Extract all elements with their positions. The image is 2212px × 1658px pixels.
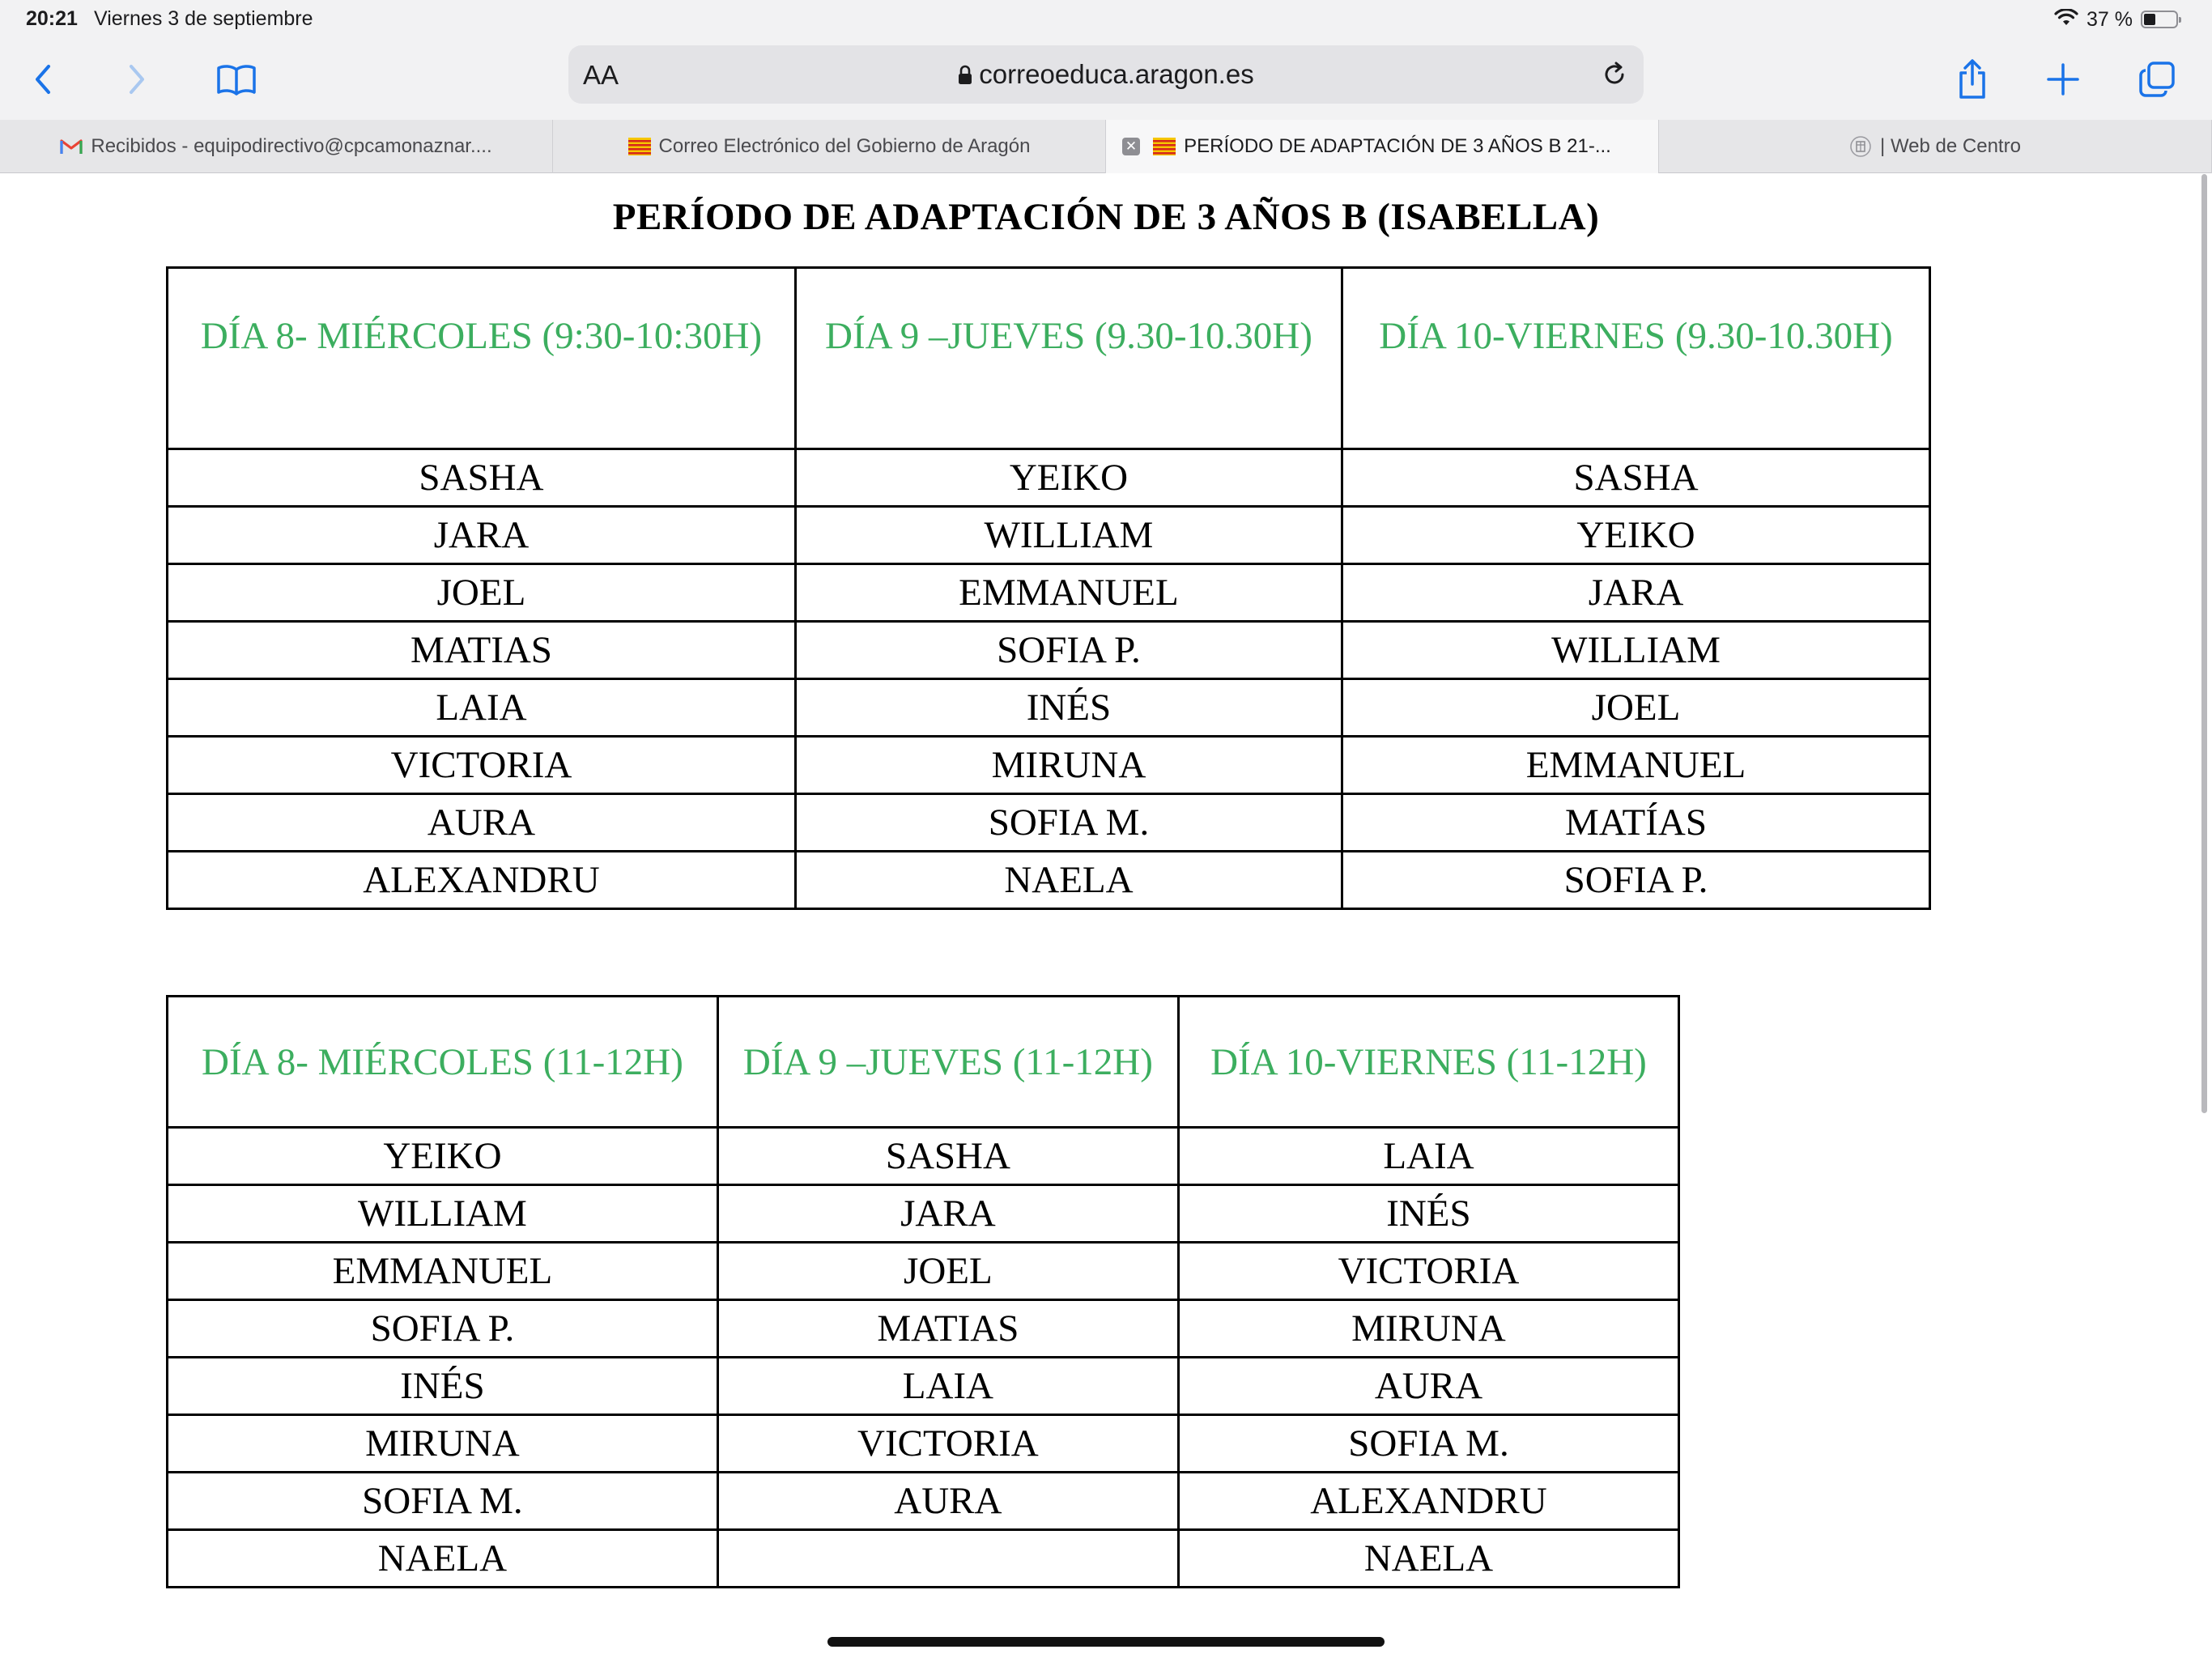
student-name-cell: MATIAS: [168, 622, 796, 679]
student-name-cell: JARA: [1342, 564, 1930, 622]
student-name-cell: JARA: [168, 507, 796, 564]
header-day-9: DÍA 9 –JUEVES (11-12H): [717, 997, 1178, 1128]
table-row: [168, 852, 1930, 909]
student-name-cell: MIRUNA: [168, 1415, 718, 1473]
status-bar: [0, 0, 2212, 39]
web-content: [0, 174, 2212, 1658]
bookmarks-icon[interactable]: [211, 53, 262, 105]
home-indicator[interactable]: [827, 1637, 1385, 1647]
table-row: [168, 1473, 1679, 1530]
tab-bar: [0, 120, 2212, 173]
tab-label: Recibidos - equipodirectivo@cpcamonaznar....: [91, 135, 492, 157]
status-indicators: [2054, 6, 2178, 32]
student-name-cell: ALEXANDRU: [168, 852, 796, 909]
table-header-row: [168, 268, 1930, 449]
table-row: [168, 449, 1930, 507]
status-time: 20:21: [26, 7, 78, 30]
table-row: [168, 1243, 1679, 1300]
student-name-cell: MIRUNA: [795, 737, 1342, 794]
back-icon[interactable]: [18, 53, 70, 105]
share-icon[interactable]: [1946, 53, 1998, 105]
student-name-cell: SOFIA M.: [168, 1473, 718, 1530]
student-name-cell: AURA: [1178, 1358, 1678, 1415]
aragon-flag-icon: [628, 138, 651, 155]
student-name-cell: MIRUNA: [1178, 1300, 1678, 1358]
student-name-cell: [717, 1530, 1178, 1588]
student-name-cell: EMMANUEL: [795, 564, 1342, 622]
forward-icon[interactable]: [110, 53, 162, 105]
aragon-flag-icon: [1153, 138, 1176, 155]
student-name-cell: LAIA: [717, 1358, 1178, 1415]
student-name-cell: INÉS: [168, 1358, 718, 1415]
header-day-9: DÍA 9 –JUEVES (9.30-10.30H): [795, 268, 1342, 449]
table-row: [168, 1530, 1679, 1588]
tab-label: | Web de Centro: [1880, 135, 2021, 157]
status-date: Viernes 3 de septiembre: [94, 7, 313, 30]
document-title: PERÍODO DE ADAPTACIÓN DE 3 AÑOS B (ISABELLA): [612, 196, 1600, 238]
student-name-cell: WILLIAM: [1342, 622, 1930, 679]
student-name-cell: VICTORIA: [168, 737, 796, 794]
tabs-overview-icon[interactable]: [2131, 53, 2183, 105]
url-text: correoeduca.aragon.es: [979, 59, 1254, 89]
table-row: [168, 1415, 1679, 1473]
student-name-cell: WILLIAM: [168, 1185, 718, 1243]
table-row: [168, 737, 1930, 794]
tab-periodo-adaptacion[interactable]: [1106, 120, 1659, 173]
wifi-icon: [2054, 9, 2078, 31]
student-name-cell: JOEL: [1342, 679, 1930, 737]
student-name-cell: AURA: [717, 1473, 1178, 1530]
tab-gmail[interactable]: [0, 120, 553, 173]
student-name-cell: SASHA: [168, 449, 796, 507]
student-name-cell: NAELA: [795, 852, 1342, 909]
student-name-cell: YEIKO: [168, 1128, 718, 1185]
scrollbar[interactable]: [2201, 174, 2207, 1113]
gmail-icon: [60, 138, 83, 155]
student-name-cell: MATIAS: [717, 1300, 1178, 1358]
student-name-cell: JOEL: [168, 564, 796, 622]
school-crest-icon: [1849, 135, 1872, 158]
tab-correo-gobierno[interactable]: [553, 120, 1106, 173]
table-row: [168, 1185, 1679, 1243]
header-day-10: DÍA 10-VIERNES (9.30-10.30H): [1342, 268, 1930, 449]
student-name-cell: SASHA: [1342, 449, 1930, 507]
student-name-cell: SASHA: [717, 1128, 1178, 1185]
schedule-table-late-morning: [166, 995, 1680, 1588]
reload-icon[interactable]: [1597, 57, 1632, 92]
student-name-cell: VICTORIA: [717, 1415, 1178, 1473]
student-name-cell: LAIA: [168, 679, 796, 737]
tab-web-centro[interactable]: [1659, 120, 2212, 173]
student-name-cell: SOFIA M.: [795, 794, 1342, 852]
table-row: [168, 622, 1930, 679]
tab-label: Correo Electrónico del Gobierno de Aragón: [658, 135, 1031, 157]
student-name-cell: VICTORIA: [1178, 1243, 1678, 1300]
schedule-table-morning: [166, 266, 1931, 910]
student-name-cell: MATÍAS: [1342, 794, 1930, 852]
student-name-cell: SOFIA P.: [1342, 852, 1930, 909]
header-day-8: DÍA 8- MIÉRCOLES (11-12H): [168, 997, 718, 1128]
battery-percentage: 37 %: [2087, 7, 2133, 31]
lock-icon: [958, 65, 972, 86]
student-name-cell: JARA: [717, 1185, 1178, 1243]
text-size-button[interactable]: AA: [583, 60, 619, 90]
table-row: [168, 1128, 1679, 1185]
url-display[interactable]: [568, 59, 1644, 90]
battery-icon: [2141, 11, 2178, 28]
table-row: [168, 507, 1930, 564]
tab-label: PERÍODO DE ADAPTACIÓN DE 3 AÑOS B 21-...: [1184, 135, 1611, 157]
table-header-row: [168, 997, 1679, 1128]
student-name-cell: YEIKO: [1342, 507, 1930, 564]
student-name-cell: SOFIA M.: [1178, 1415, 1678, 1473]
table-row: [168, 564, 1930, 622]
student-name-cell: EMMANUEL: [168, 1243, 718, 1300]
student-name-cell: AURA: [168, 794, 796, 852]
student-name-cell: EMMANUEL: [1342, 737, 1930, 794]
browser-toolbar: [0, 39, 2212, 120]
student-name-cell: JOEL: [717, 1243, 1178, 1300]
student-name-cell: YEIKO: [795, 449, 1342, 507]
table-row: [168, 1300, 1679, 1358]
table-row: [168, 794, 1930, 852]
table-row: [168, 1358, 1679, 1415]
table-row: [168, 679, 1930, 737]
address-bar[interactable]: [568, 45, 1644, 104]
student-name-cell: LAIA: [1178, 1128, 1678, 1185]
student-name-cell: NAELA: [168, 1530, 718, 1588]
header-day-8: DÍA 8- MIÉRCOLES (9:30-10:30H): [168, 268, 796, 449]
student-name-cell: INÉS: [1178, 1185, 1678, 1243]
student-name-cell: WILLIAM: [795, 507, 1342, 564]
close-tab-icon[interactable]: ✕: [1122, 138, 1140, 155]
header-day-10: DÍA 10-VIERNES (11-12H): [1178, 997, 1678, 1128]
new-tab-icon[interactable]: [2037, 53, 2089, 105]
student-name-cell: SOFIA P.: [168, 1300, 718, 1358]
student-name-cell: ALEXANDRU: [1178, 1473, 1678, 1530]
student-name-cell: INÉS: [795, 679, 1342, 737]
student-name-cell: NAELA: [1178, 1530, 1678, 1588]
student-name-cell: SOFIA P.: [795, 622, 1342, 679]
